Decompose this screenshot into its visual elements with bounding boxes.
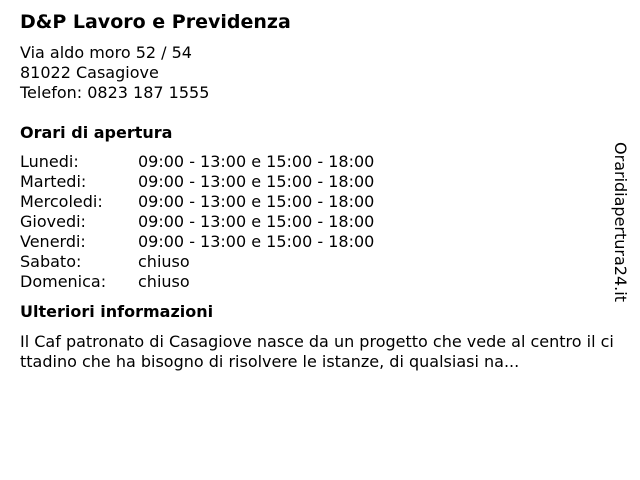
- opening-hours-table: [20, 152, 620, 292]
- day-label: Giovedi:: [20, 212, 86, 231]
- hours-value: 09:00 - 13:00 e 15:00 - 18:00: [138, 152, 375, 171]
- business-name: D&P Lavoro e Previdenza: [20, 11, 291, 33]
- watermark: [600, 136, 640, 307]
- day-label: Venerdi:: [20, 232, 86, 251]
- additional-info-text: Il Caf patronato di Casagiove nasce da un progetto che vede al centro il cittadino che ha bisogno di risolvere le istanze, di qualsiasi na...: [20, 332, 614, 371]
- hours-row-thursday: [20, 212, 620, 232]
- hours-row-sunday: [20, 272, 620, 292]
- hours-value: 09:00 - 13:00 e 15:00 - 18:00: [138, 192, 375, 211]
- hours-value: chiuso: [138, 252, 190, 271]
- watermark-text: Oraridiapertura24.it: [611, 141, 631, 302]
- hours-row-friday: [20, 232, 620, 252]
- hours-row-saturday: [20, 252, 620, 272]
- day-label: Domenica:: [20, 272, 107, 291]
- hours-value: 09:00 - 13:00 e 15:00 - 18:00: [138, 232, 375, 251]
- opening-hours-title: Orari di apertura: [20, 123, 173, 142]
- city-postal-code: 81022 Casagiove: [20, 63, 159, 82]
- hours-value: 09:00 - 13:00 e 15:00 - 18:00: [138, 172, 375, 191]
- day-label: Sabato:: [20, 252, 82, 271]
- day-label: Martedi:: [20, 172, 87, 191]
- day-label: Mercoledi:: [20, 192, 103, 211]
- additional-info-title: Ulteriori informazioni: [20, 302, 214, 321]
- street-address: Via aldo moro 52 / 54: [20, 43, 192, 62]
- hours-value: chiuso: [138, 272, 190, 291]
- phone-number: Telefon: 0823 187 1555: [20, 83, 210, 102]
- business-card: [20, 10, 620, 388]
- hours-value: 09:00 - 13:00 e 15:00 - 18:00: [138, 212, 375, 231]
- hours-row-wednesday: [20, 192, 620, 212]
- address-block: [20, 43, 620, 103]
- day-label: Lunedi:: [20, 152, 79, 171]
- hours-row-monday: [20, 152, 620, 172]
- hours-row-tuesday: [20, 172, 620, 192]
